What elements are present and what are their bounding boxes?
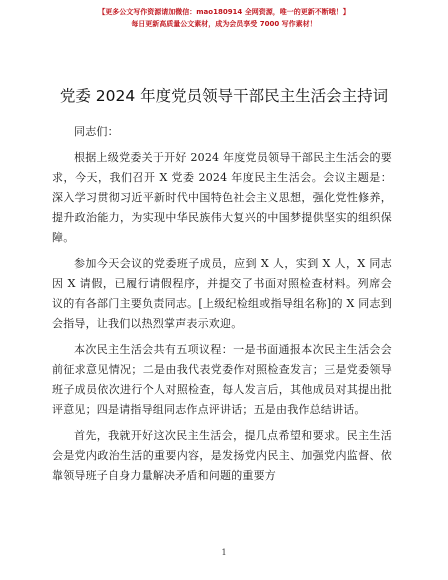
promo-banner (0, 6, 448, 30)
paragraph-4: 首先，我就开好这次民主生活会，提几点希望和要求。民主生活会是党内政治生活的重要内容，是发扬党内民主、加强党内监督、依靠领导班子自身力量解决矛盾和问题的重要方 (52, 429, 392, 482)
salutation: 同志们： (74, 125, 119, 138)
paragraph-2: 参加今天会议的党委班子成员，应到 X 人，实到 X 人，X 同志因 X 请假，已履行请假程序，并提交了书面对照检查材料。列席会议的有各部门主要负责同志。[上级纪检组或指导组名称]的 X 同志到会指导，让我们以热烈掌声表示欢迎。 (52, 257, 392, 330)
document-body (52, 122, 392, 492)
document-title: 党委 2024 年度党员领导干部民主生活会主持词 (59, 87, 389, 105)
promo-banner-line-1: 【更多公文写作资源请加微信：mao180914 全网资源，唯一的更新不断哦！】 (98, 8, 350, 16)
paragraph-1: 根据上级党委关于开好 2024 年度党员领导干部民主生活会的要求，今天，我们召开 X 党委 2024 年度民主生活会。会议主题是：深入学习贯彻习近平新时代中国特色社会主义思想，强化党性修养，提升政治能力，为实现中华民族伟大复兴的中国梦提供坚实的组织保障。 (52, 151, 392, 244)
promo-banner-line-2: 每日更新高质量公文素材，成为会员享受 7000 写作素材！ (131, 20, 317, 28)
page-number: 1 (221, 548, 227, 557)
paragraph-3: 本次民主生活会共有五项议程：一是书面通报本次民主生活会会前征求意见情况；二是由我代表党委作对照检查发言；三是党委领导班子成员依次进行个人对照检查，每人发言后，其他成员对其提出批评意见；四是请指导组同志作点评讲话；五是由我作总结讲话。 (52, 343, 392, 416)
